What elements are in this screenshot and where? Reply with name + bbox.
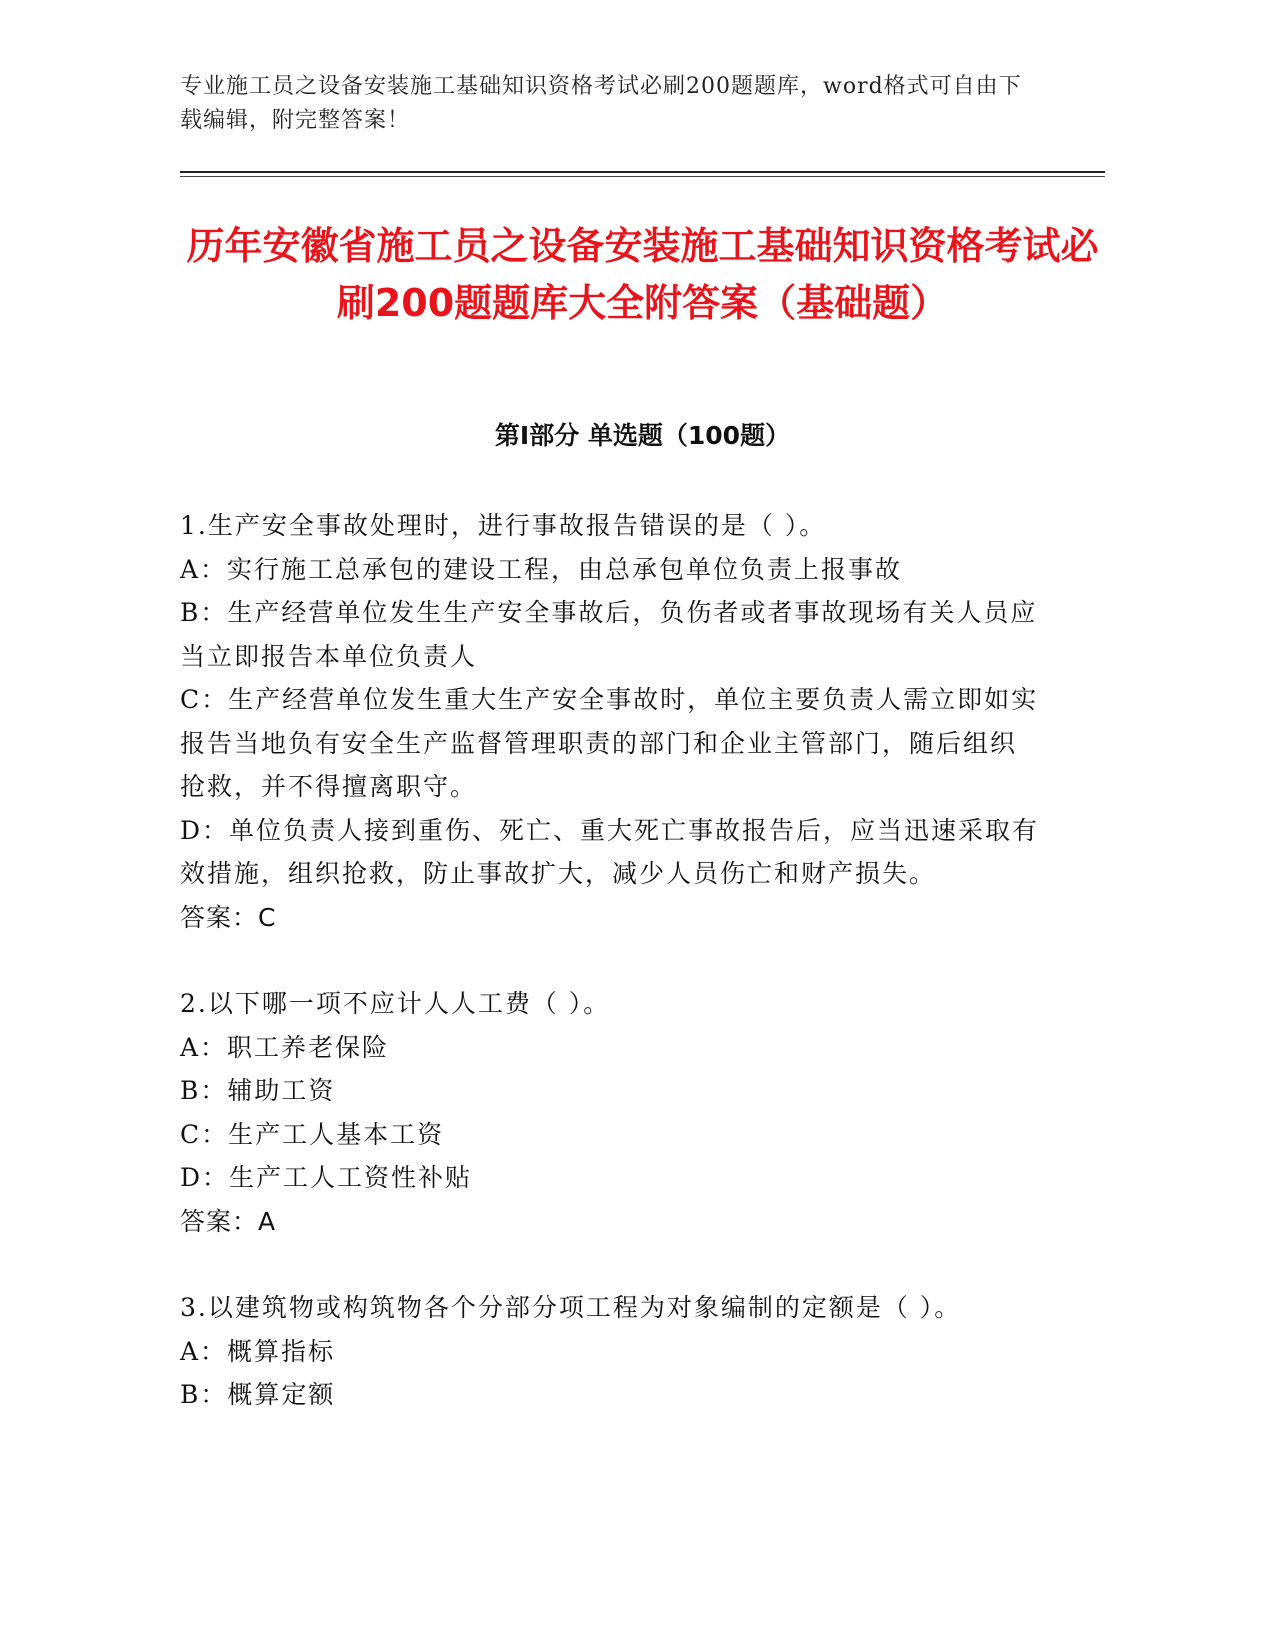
document-page [180,0,1105,1650]
section-title: 第I部分 单选题（100题） [494,421,791,450]
answer-line: 答案：C [180,902,277,932]
option-d: D：生产工人工资性补贴 [180,1163,473,1192]
option-d: D：单位负责人接到重伤、死亡、重大死亡事故报告后，应当迅速采取有效措施，组织抢救，防止事故扩大，减少人员伤亡和财产损失。 [180,815,1040,888]
question-stem: 1.生产安全事故处理时，进行事故报告错误的是（ ）。 [180,511,827,540]
question-stem: 2.以下哪一项不应计人人工费（ ）。 [180,989,611,1018]
question-stem: 3.以建筑物或构筑物各个分部分项工程为对象编制的定额是（ ）。 [180,1293,962,1322]
option-c: C：生产工人基本工资 [180,1119,445,1149]
option-a: A：实行施工总承包的建设工程，由总承包单位负责上报事故 [180,554,903,584]
header-note: 专业施工员之设备安装施工基础知识资格考试必刷200题题库，word格式可自由下载编辑，附完整答案！ [180,74,1022,133]
header-rule-thin [180,176,1105,177]
option-a: A：概算指标 [180,1336,336,1366]
option-c: C：生产经营单位发生重大生产安全事故时，单位主要负责人需立即如实报告当地负有安全生产监督管理职责的部门和企业主管部门，随后组织抢救，并不得擅离职守。 [180,685,1039,801]
answer-line: 答案：A [180,1206,277,1236]
option-b: B：辅助工资 [180,1076,336,1105]
question-1 [180,504,1040,939]
option-b: B：生产经营单位发生生产安全事故后，负伤者或者事故现场有关人员应当立即报告本单位负责人 [180,598,1038,671]
question-2 [180,982,1040,1243]
question-list [180,504,1040,1460]
option-a: A：职工养老保险 [180,1032,390,1062]
header-rule-thick [180,171,1105,173]
option-b: B：概算定额 [180,1380,336,1409]
question-3 [180,1286,1040,1417]
document-title: 历年安徽省施工员之设备安装施工基础知识资格考试必刷200题题库大全附答案（基础题） [186,224,1099,325]
